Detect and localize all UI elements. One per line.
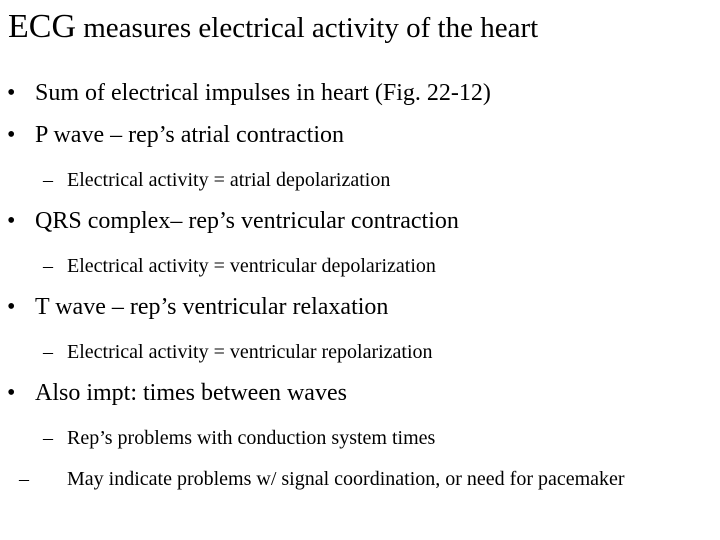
bullet-item xyxy=(7,294,388,322)
dash-icon: – xyxy=(43,341,53,363)
sub-bullet-item xyxy=(43,341,433,364)
title-text: measures electrical activity of the heart xyxy=(76,12,539,44)
sub-bullet-item xyxy=(43,255,436,278)
sub-bullet-text: May indicate problems w/ signal coordination, or need for pacemaker xyxy=(67,468,625,490)
dash-icon: – xyxy=(19,468,29,490)
sub-bullet-item xyxy=(43,169,390,192)
bullet-icon: • xyxy=(7,294,16,320)
bullet-icon: • xyxy=(7,80,16,106)
bullet-text: Sum of electrical impulses in heart (Fig. 22-12) xyxy=(35,80,491,106)
sub-bullet-text: Electrical activity = atrial depolarization xyxy=(67,169,391,191)
bullet-icon: • xyxy=(7,380,16,406)
bullet-item xyxy=(7,122,344,150)
bullet-icon: • xyxy=(7,208,16,234)
bullet-text: P wave – rep’s atrial contraction xyxy=(35,122,344,148)
bullet-icon: • xyxy=(7,122,16,148)
dash-icon: – xyxy=(43,169,53,191)
bullet-text: QRS complex– rep’s ventricular contraction xyxy=(35,208,459,234)
title-acronym: ECG xyxy=(8,8,76,45)
bullet-item xyxy=(7,208,459,236)
slide-title xyxy=(8,10,538,44)
sub-bullet-item xyxy=(43,427,435,450)
dash-icon: – xyxy=(43,427,53,449)
dash-icon: – xyxy=(43,255,53,277)
sub-bullet-item xyxy=(19,468,677,491)
bullet-item xyxy=(7,380,347,408)
sub-bullet-text: Rep’s problems with conduction system times xyxy=(67,427,436,449)
bullet-text: T wave – rep’s ventricular relaxation xyxy=(35,294,389,320)
sub-bullet-text: Electrical activity = ventricular depolarization xyxy=(67,255,436,277)
bullet-item xyxy=(7,80,491,108)
bullet-text: Also impt: times between waves xyxy=(35,380,347,406)
sub-bullet-text: Electrical activity = ventricular repolarization xyxy=(67,341,433,363)
